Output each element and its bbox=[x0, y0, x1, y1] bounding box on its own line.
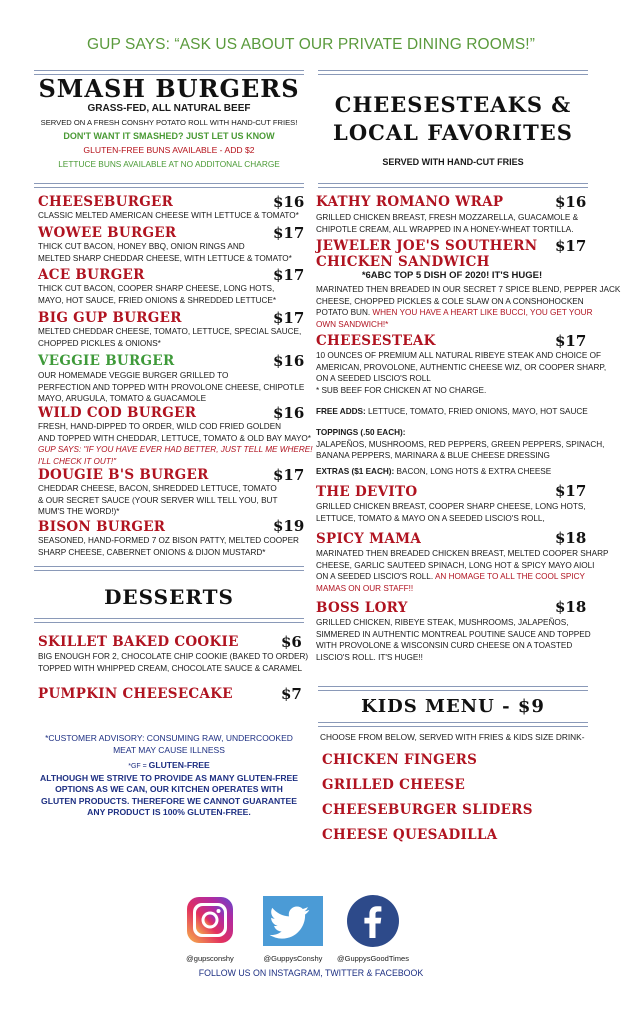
gup-says-note-2: I'LL CHECK IT OUT!" bbox=[38, 456, 117, 466]
section-rule-right bbox=[318, 183, 588, 188]
wowee-burger-title: WOWEE BURGER bbox=[38, 225, 177, 241]
big-gup-burger-title: BIG GUP BURGER bbox=[38, 310, 182, 326]
veggie-burger-title: VEGGIE BURGER bbox=[38, 353, 175, 369]
the-devito-title: THE DEVITO bbox=[316, 484, 418, 500]
gup-says-note: GUP SAYS: "IF YOU HAVE EVER HAD BETTER, JUST TELL ME WHERE! bbox=[38, 445, 313, 454]
desserts-rule-top bbox=[34, 566, 304, 571]
wild-cod-burger-price: $16 bbox=[273, 404, 305, 422]
kids-rule-top bbox=[318, 686, 588, 691]
ace-burger-title: ACE BURGER bbox=[38, 267, 145, 283]
customer-advisory: *CUSTOMER ADVISORY: CONSUMING RAW, UNDERCOOKED MEAT MAY CAUSE ILLNESS bbox=[45, 733, 293, 755]
cheeseburger-desc: CLASSIC MELTED AMERICAN CHEESE WITH LETTUCE & TOMATO* bbox=[38, 211, 299, 220]
extras: EXTRAS ($1 EACH): BACON, LONG HOTS & EXTRA CHEESE bbox=[316, 467, 552, 476]
wowee-burger-desc: THICK CUT BACON, HONEY BBQ, ONION RINGS AND MELTED SHARP CHEDDAR CHEESE, WITH LETTUCE & TOMATO* bbox=[38, 242, 292, 263]
spicy-mama-title: SPICY MAMA bbox=[316, 531, 422, 547]
facebook-icon[interactable] bbox=[346, 894, 400, 948]
veggie-burger-price: $16 bbox=[273, 352, 305, 370]
cheesesteak-price: $17 bbox=[555, 332, 587, 350]
instagram-handle[interactable]: @gupsconshy bbox=[186, 954, 234, 963]
smash-line-3: DON'T WANT IT SMASHED? JUST LET US KNOW bbox=[63, 131, 275, 141]
smash-burgers-title: SMASH BURGERS bbox=[38, 74, 300, 103]
cheeseburger-price: $16 bbox=[273, 193, 305, 211]
veggie-burger-desc: OUR HOMEMADE VEGGIE BURGER GRILLED TO PERFECTION AND TOPPED WITH PROVOLONE CHEESE, CHIPOTLE MAYO, ARUGULA, TOMATO & GUACAMOLE bbox=[38, 371, 305, 403]
desserts-rule-bottom bbox=[34, 618, 304, 623]
skillet-cookie-title: SKILLET BAKED COOKIE bbox=[38, 634, 239, 650]
kids-item-cheese-quesadilla: CHEESE QUESADILLA bbox=[322, 827, 498, 843]
the-devito-price: $17 bbox=[555, 482, 587, 500]
spicy-mama-desc: MARINATED THEN BREADED CHICKEN BREAST, MELTED COOPER SHARP CHEESE, GARLIC SAUTEED SPINACH, LONG HOT & SPICY MAYO AIOLI ON A SEEDED LISCIO'S ROLL. AN HOMAGE TO ALL THE COOL SPICY MAMAS ON OUR STAFF!! bbox=[316, 549, 609, 593]
kids-menu-subtitle: CHOOSE FROM BELOW, SERVED WITH FRIES & KIDS SIZE DRINK- bbox=[320, 732, 585, 742]
kathy-romano-wrap-desc: GRILLED CHICKEN BREAST, FRESH MOZZARELLA, GUACAMOLE & CHIPOTLE CREAM, ALL WRAPPED IN A HONEY-WHEAT TORTILLA. bbox=[316, 213, 579, 234]
facebook-handle[interactable]: @GuppysGoodTimes bbox=[337, 954, 409, 963]
follow-us-text: FOLLOW US ON INSTAGRAM, TWITTER & FACEBOOK bbox=[198, 968, 424, 978]
top-rule-right bbox=[318, 70, 588, 75]
smash-line-4: GLUTEN-FREE BUNS AVAILABLE - ADD $2 bbox=[83, 145, 255, 155]
jeweler-joes-title-2: CHICKEN SANDWICH bbox=[316, 254, 490, 270]
cheesesteaks-title-line-2: LOCAL FAVORITES bbox=[333, 120, 573, 145]
the-devito-desc: GRILLED CHICKEN BREAST, COOPER SHARP CHEESE, LONG HOTS, LETTUCE, TOMATO & MAYO ON A SEEDED LISCIO'S ROLL, bbox=[316, 502, 586, 523]
wild-cod-burger-desc: FRESH, HAND-DIPPED TO ORDER, WILD COD FRIED GOLDEN AND TOPPED WITH CHEDDAR, LETTUCE, TOMATO & OLD BAY MAYO* GUP SAYS: "IF YOU HAVE EVER HAD BETTER, JUST TELL ME WHERE! I'LL CHECK IT OUT!" bbox=[38, 422, 313, 466]
wowee-burger-price: $17 bbox=[273, 224, 305, 242]
smash-line-2: SERVED ON A FRESH CONSHY POTATO ROLL WITH HAND-CUT FRIES! bbox=[40, 118, 298, 127]
jeweler-joes-desc: MARINATED THEN BREADED IN OUR SECRET 7 SPICE BLEND, PEPPER JACK CHEESE, CHOPPED PICKLES & COLE SLAW ON A CONSHOHOCKEN POTATO BUN. WHEN YOU HAVE A HEART LIKE BUCCI, YOU GET YOUR OWN SANDWICH!* bbox=[316, 285, 621, 329]
boss-lory-title: BOSS LORY bbox=[316, 600, 408, 616]
section-rule-left bbox=[34, 183, 304, 188]
kathy-romano-wrap-price: $16 bbox=[555, 193, 587, 211]
cheesesteaks-title-line-1: CHEESESTEAKS & bbox=[334, 92, 572, 117]
boss-lory-price: $18 bbox=[555, 598, 587, 616]
jeweler-joes-price: $17 bbox=[555, 237, 587, 255]
bison-burger-desc: SEASONED, HAND-FORMED 7 OZ BISON PATTY, MELTED COOPER SHARP CHEESE, CABERNET ONIONS & DIJON MUSTARD* bbox=[38, 536, 299, 557]
skillet-cookie-price: $6 bbox=[281, 633, 302, 651]
free-adds: FREE ADDS: LETTUCE, TOMATO, FRIED ONIONS, MAYO, HOT SAUCE bbox=[316, 407, 588, 416]
cheesesteaks-subtitle: SERVED WITH HAND-CUT FRIES bbox=[382, 157, 524, 167]
bison-burger-price: $19 bbox=[273, 517, 305, 535]
pumpkin-cheesecake-title: PUMPKIN CHEESECAKE bbox=[38, 686, 233, 702]
kids-item-cheeseburger-sliders: CHEESEBURGER SLIDERS bbox=[322, 802, 533, 818]
kids-item-grilled-cheese: GRILLED CHEESE bbox=[322, 777, 466, 793]
ace-burger-desc: THICK CUT BACON, COOPER SHARP CHEESE, LONG HOTS, MAYO, HOT SAUCE, FRIED ONIONS & SHREDDED LETTUCE* bbox=[38, 284, 277, 305]
smash-line-5: LETTUCE BUNS AVAILABLE AT NO ADDITONAL CHARGE bbox=[58, 159, 280, 169]
boss-lory-desc: GRILLED CHICKEN, RIBEYE STEAK, MUSHROOMS, JALAPEÑOS, SIMMERED IN AUTHENTIC MONTREAL POUTINE SAUCE AND TOPPED WITH PROVOLONE & WISCONSIN CURD CHEESE ON A TOASTED LISCIO'S ROLL. IT'S HUGE!! bbox=[316, 618, 591, 662]
gluten-free-notice: *GF = GLUTEN-FREE ALTHOUGH WE STRIVE TO PROVIDE AS MANY GLUTEN-FREE OPTIONS AS WE CAN, OUR KITCHEN OPERATES WITH GLUTEN PRODUCTS. THEREFORE WE CANNOT GUARANTEE ANY PRODUCT IS 100% GLUTEN-FREE. bbox=[40, 760, 298, 817]
ace-burger-price: $17 bbox=[273, 266, 305, 284]
skillet-cookie-desc: BIG ENOUGH FOR 2, CHOCOLATE CHIP COOKIE (BAKED TO ORDER) TOPPED WITH WHIPPED CREAM, CHOCOLATE SAUCE & CARAMEL bbox=[38, 652, 309, 673]
cheeseburger-title: CHEESEBURGER bbox=[38, 194, 174, 210]
dougie-bs-burger-desc: CHEDDAR CHEESE, BACON, SHREDDED LETTUCE, TOMATO & OUR SECRET SAUCE (YOUR SERVER WILL TELL YOU, BUT MUM'S THE WORD!)* bbox=[38, 484, 278, 516]
jeweler-joes-title-1: JEWELER JOE'S SOUTHERN bbox=[316, 238, 538, 254]
twitter-icon[interactable] bbox=[263, 896, 323, 946]
smash-line-1: GRASS-FED, ALL NATURAL BEEF bbox=[87, 103, 251, 114]
kids-rule-bottom bbox=[318, 722, 588, 727]
desserts-title: DESSERTS bbox=[104, 585, 234, 609]
kids-item-chicken-fingers: CHICKEN FINGERS bbox=[322, 752, 478, 768]
big-gup-burger-price: $17 bbox=[273, 309, 305, 327]
kathy-romano-wrap-title: KATHY ROMANO WRAP bbox=[316, 194, 504, 210]
toppings: TOPPINGS (.50 EACH): JALAPEÑOS, MUSHROOMS, RED PEPPERS, GREEN PEPPERS, SPINACH, BANANA PEPPERS, MARINARA & BLUE CHEESE DRESSING bbox=[316, 428, 605, 460]
big-gup-burger-desc: MELTED CHEDDAR CHEESE, TOMATO, LETTUCE, SPECIAL SAUCE, CHOPPED PICKLES & ONIONS* bbox=[38, 327, 302, 348]
cheesesteak-title: CHEESESTEAK bbox=[316, 333, 436, 349]
spicy-mama-price: $18 bbox=[555, 529, 587, 547]
cheesesteak-desc: 10 OUNCES OF PREMIUM ALL NATURAL RIBEYE STEAK AND CHOICE OF AMERICAN, PROVOLONE, AUTHENTIC CHEESE WIZ, OR COOPER SHARP, ON A SEEDED LISCIO'S ROLL * SUB BEEF FOR CHICKEN AT NO CHARGE. bbox=[316, 351, 607, 395]
jeweler-joes-award: *6ABC TOP 5 DISH OF 2020! IT'S HUGE! bbox=[361, 270, 543, 281]
dougie-bs-burger-title: DOUGIE B'S BURGER bbox=[38, 467, 209, 483]
instagram-icon[interactable] bbox=[182, 896, 238, 946]
kids-menu-title: KIDS MENU - $9 bbox=[361, 696, 545, 717]
bison-burger-title: BISON BURGER bbox=[38, 519, 166, 535]
pumpkin-cheesecake-price: $7 bbox=[281, 685, 302, 703]
dougie-bs-burger-price: $17 bbox=[273, 466, 305, 484]
wild-cod-burger-title: WILD COD BURGER bbox=[38, 405, 197, 421]
private-dining-banner: GUP SAYS: “ASK US ABOUT OUR PRIVATE DINING ROOMS!” bbox=[87, 36, 535, 53]
twitter-handle[interactable]: @GuppysConshy bbox=[263, 954, 323, 963]
